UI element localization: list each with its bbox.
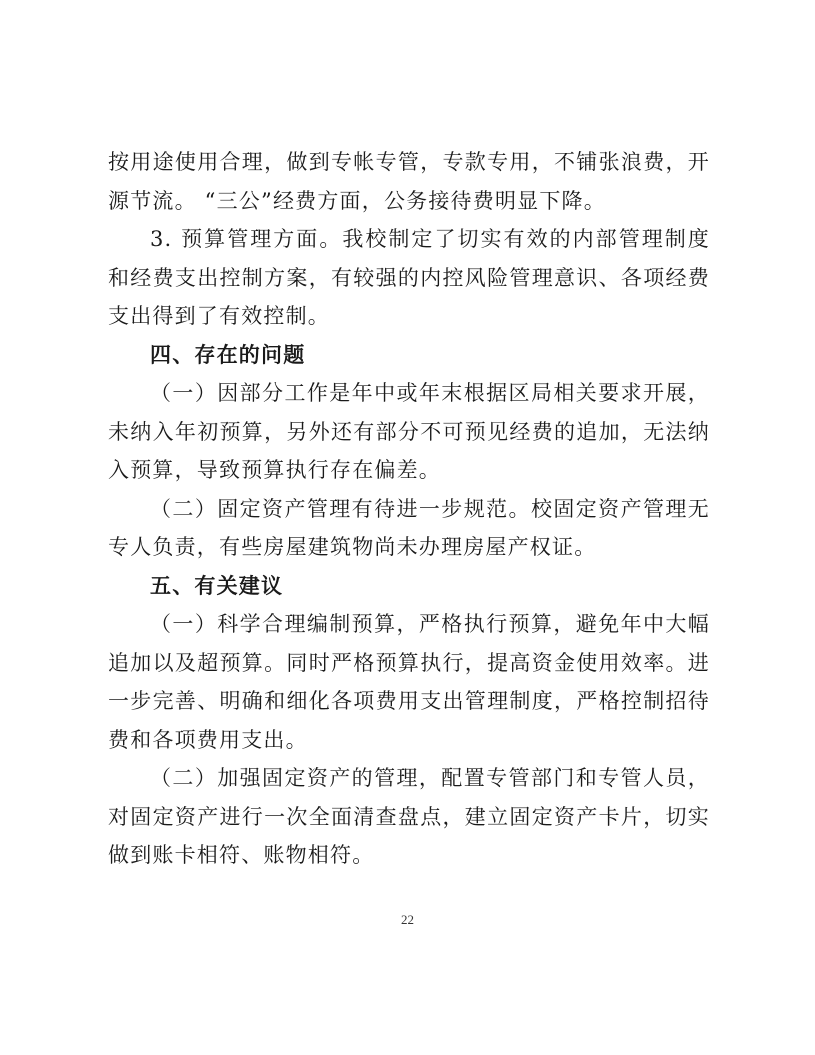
paragraph-suggestion-2: （二）加强固定资产的管理，配置专管部门和专管人员，对固定资产进行一次全面清查盘点，建立固定资产卡片，切实做到账卡相符、账物相符。 [108,766,710,867]
page-number: 22 [401,912,414,927]
section-heading-problems: 四、存在的问题 [150,341,306,367]
section-heading-suggestions: 五、有关建议 [150,572,284,598]
paragraph-expense-usage: 按用途使用合理，做到专帐专管，专款专用，不铺张浪费，开源节流。 “三公”经费方面，公务接待费明显下降。 [108,150,710,213]
paragraph-problem-2: （二）固定资产管理有待进一步规范。校固定资产管理无专人负责，有些房屋建筑物尚未办理房屋产权证。 [108,496,710,559]
paragraph-budget-management: 3. 预算管理方面。我校制定了切实有效的内部管理制度和经费支出控制方案，有较强的内控风险管理意识、各项经费支出得到了有效控制。 [108,227,710,328]
paragraph-problem-1: （一）因部分工作是年中或年末根据区局相关要求开展，未纳入年初预算，另外还有部分不可预见经费的追加，无法纳入预算，导致预算执行存在偏差。 [108,381,710,482]
paragraph-suggestion-1: （一）科学合理编制预算，严格执行预算，避免年中大幅追加以及超预算。同时严格预算执行，提高资金使用效率。进一步完善、明确和细化各项费用支出管理制度，严格控制招待费和各项费用支出。 [108,612,710,752]
document-body [108,143,710,875]
